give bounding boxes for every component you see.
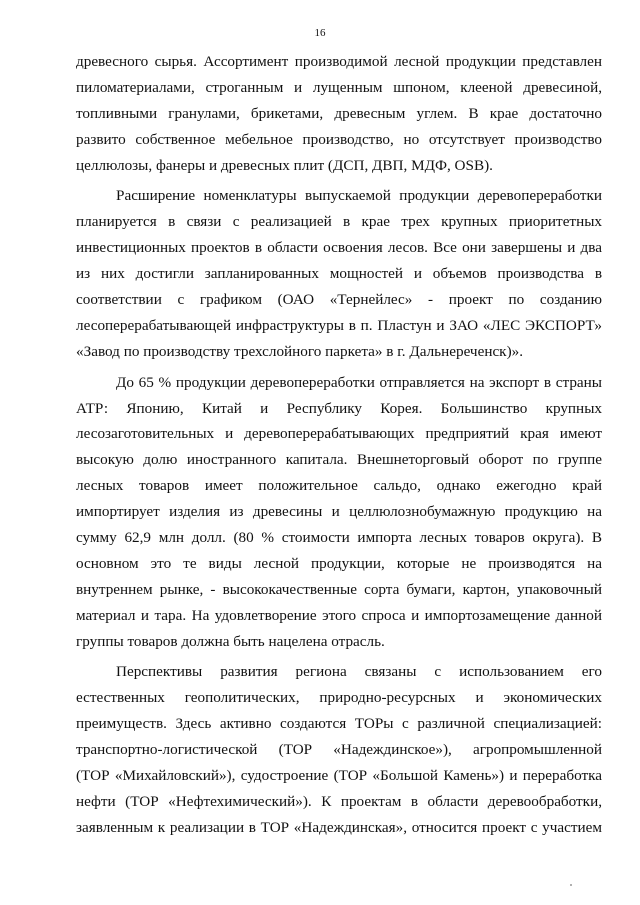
text-line: древесного сырья. Ассортимент производимой лесной продукции представлен — [76, 53, 602, 70]
text-line: основном это те виды лесной продукции, которые не производятся на — [76, 554, 602, 572]
text-line: До 65 % продукции деревопереработки отправляется на экспорт в страны — [116, 373, 602, 391]
text-line: группы товаров должна быть нацелена отрасль. — [76, 632, 385, 650]
text-line: заявленным к реализации в ТОР «Надеждинская», относится проект с участием — [76, 818, 602, 836]
paragraph-2 — [76, 183, 602, 364]
body-text — [76, 49, 602, 841]
text-line: естественных геополитических, природно-ресурсных и экономических — [76, 689, 602, 707]
text-line: преимуществ. Здесь активно создаются ТОРы с различной специализацией: — [76, 715, 602, 733]
text-line: Расширение номенклатуры выпускаемой продукции деревопереработки — [116, 187, 602, 205]
text-line: (ТОР «Михайловский»), судостроение (ТОР «Большой Камень») и переработка — [76, 767, 602, 785]
text-line: соответствии с графиком (ОАО «Тернейлес» - проект по созданию — [76, 291, 602, 309]
text-line: пиломатериалами, строганным и лущенным шпоном, клееной древесиной, — [76, 78, 602, 96]
text-line: из них достигли запланированных мощностей и объемов производства в — [76, 265, 602, 283]
text-line: высокую долю иностранного капитала. Внешнеторговый оборот по группе — [76, 451, 602, 469]
text-line: целлюлозы, фанеры и древесных плит (ДСП, ДВП, МДФ, OSB). — [76, 156, 493, 174]
text-line: транспортно-логистической (ТОР «Надеждинское»), агропромышленной — [76, 741, 602, 759]
text-line: «Завод по производству трехслойного паркета» в г. Дальнереченск)». — [76, 342, 524, 360]
text-line: сумму 62,9 млн долл. (80 % стоимости импорта лесных товаров округа). В — [76, 529, 602, 547]
text-line: лесных товаров имеет положительное сальдо, однако ежегодно край — [76, 477, 602, 495]
page-number: 16 — [314, 27, 326, 39]
text-line: лесозаготовительных и деревоперерабатывающих предприятий края имеют — [76, 425, 602, 443]
text-line: внутреннем рынке, - высококачественные сорта бумаги, картон, упаковочный — [76, 580, 602, 598]
text-line: топливными гранулами, брикетами, древесным углем. В крае достаточно — [76, 104, 602, 122]
text-line: материал и тара. На удовлетворение этого спроса и импортозамещение данной — [76, 606, 602, 624]
text-line: инвестиционных проектов в области освоения лесов. Все они завершены и два — [76, 239, 602, 257]
paragraph-3 — [76, 370, 602, 655]
text-line: нефти (ТОР «Нефтехимический»). К проектам в области деревообработки, — [76, 792, 602, 810]
text-line: лесоперерабатывающей инфраструктуры в п. Пластун и ЗАО «ЛЕС ЭКСПОРТ» — [76, 316, 602, 334]
scan-speck — [570, 884, 572, 886]
text-line: планируется в связи с реализацией в крае трех крупных приоритетных — [76, 213, 602, 231]
paragraph-4 — [76, 659, 602, 840]
paragraph-1 — [76, 49, 602, 178]
text-line: импортирует изделия из древесины и целлюлознобумажную продукцию на — [76, 503, 602, 521]
text-line: Перспективы развития региона связаны с использованием его — [116, 663, 602, 681]
text-line: развито собственное мебельное производство, но отсутствует производство — [76, 130, 602, 148]
text-line: АТР: Японию, Китай и Республику Корея. Большинство крупных — [76, 399, 602, 417]
